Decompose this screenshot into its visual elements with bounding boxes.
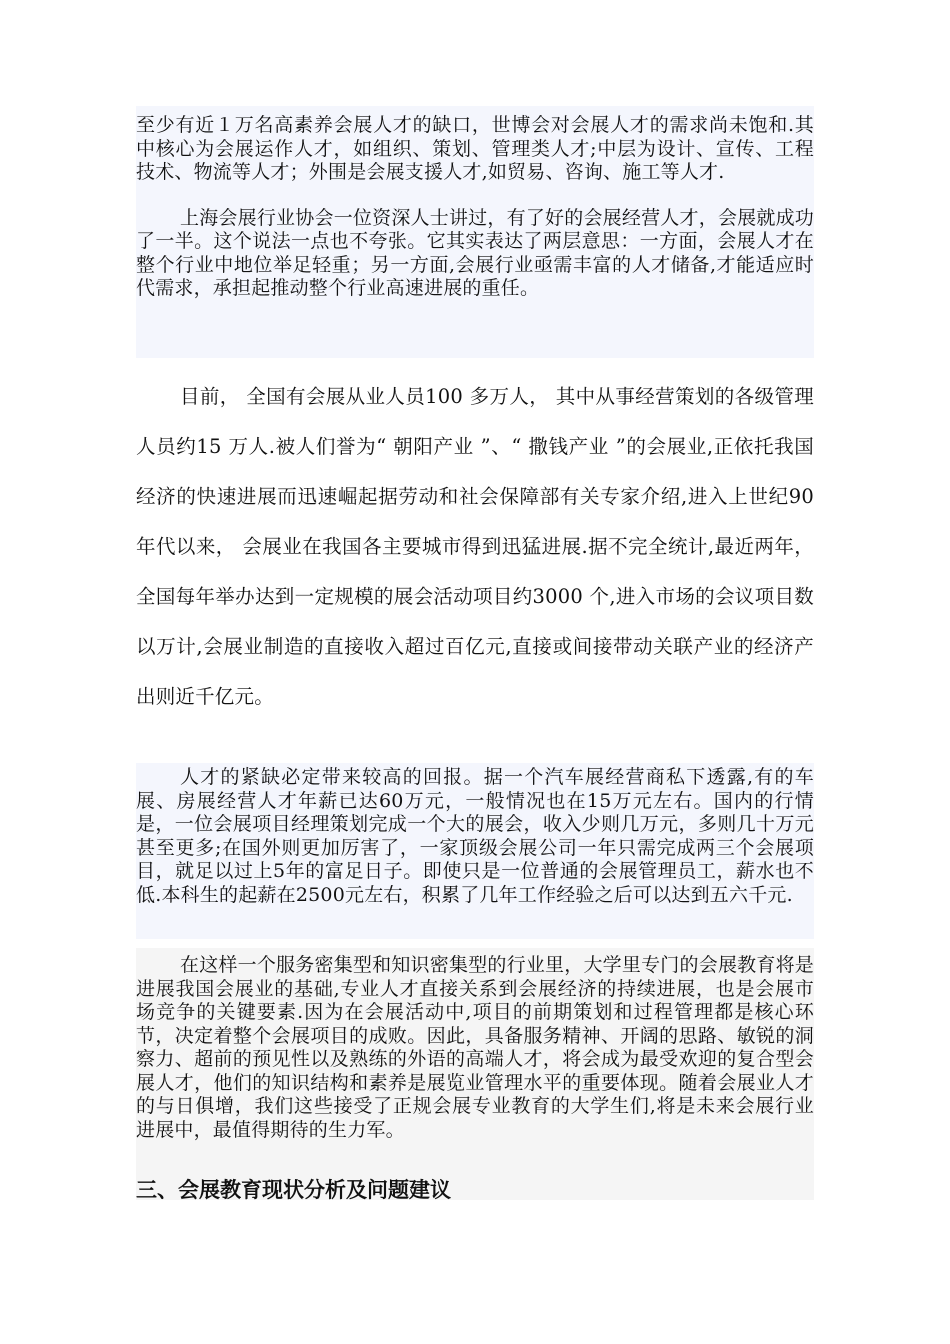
paragraph-talent-gap: 至少有近１万名高素养会展人才的缺口，世博会对会展人才的需求尚未饱和.其中核心为会展运作人才，如组织、策划、管理类人才;中层为设计、宣传、工程技术、物流等人才；外围是会展支援人才,如贸易、咨询、施工等人才. bbox=[136, 114, 814, 183]
section-heading: 三、会展教育现状分析及问题建议 bbox=[136, 1178, 451, 1202]
paragraph-education: 在这样一个服务密集型和知识密集型的行业里，大学里专门的会展教育将是进展我国会展业的基础,专业人才直接关系到会展经济的持续进展，也是会展市场竞争的关键要素.因为在会展活动中,项目的前期策划和过程管理都是核心环节，决定着整个会展项目的成败。因此，具备服务精神、开阔的思路、敏锐的洞察力、超前的预见性以及熟练的外语的高端人才，将会成为最受欢迎的复合型会展人才，他们的知识结构和素养是展览业管理水平的重要体现。随着会展业人才的与日俱增，我们这些接受了正规会展专业教育的大学生们,将是未来会展行业进展中，最值得期待的生力军。 bbox=[136, 954, 814, 1141]
paragraph-association-view: 上海会展行业协会一位资深人士讲过，有了好的会展经营人才，会展就成功了一半。这个说法一点也不夸张。它其实表达了两层意思：一方面，会展人才在整个行业中地位举足轻重；另一方面,会展行业亟需丰富的人才储备,才能适应时代需求，承担起推动整个行业高速进展的重任。 bbox=[136, 206, 814, 299]
text-block-1 bbox=[136, 106, 814, 358]
paragraph-salary: 人才的紧缺必定带来较高的回报。据一个汽车展经营商私下透露,有的车展、房展经营人才年薪已达60万元，一般情况也在15万元左右。国内的行情是，一位会展项目经理策划完成一个大的展会，收入少则几万元，多则几十万元甚至更多;在国外则更加厉害了，一家顶级会展公司一年只需完成两三个会展项目，就足以过上5年的富足日子。即使只是一位普通的会展管理员工，薪水也不低.本科生的起薪在2500元左右，积累了几年工作经验之后可以达到五六千元. bbox=[136, 766, 814, 906]
text-block-3 bbox=[136, 763, 814, 939]
text-block-4 bbox=[136, 948, 814, 1200]
paragraph-industry-stats: 目前， 全国有会展从业人员100 多万人， 其中从事经营策划的各级管理人员约15 万人.被人们誉为“ 朝阳产业 ”、“ 撒钱产业 ”的会展业,正依托我国经济的快速进展而迅速崛起据劳动和社会保障部有关专家介绍,进入上世纪90 年代以来， 会展业在我国各主要城市得到迅猛进展.据不完全统计,最近两年， 全国每年举办达到一定规模的展会活动项目约3000 个,进入市场的会议项目数以万计,会展业制造的直接收入超过百亿元,直接或间接带动关联产业的经济产出则近千亿元。 bbox=[136, 385, 814, 708]
text-block-2 bbox=[136, 372, 814, 750]
